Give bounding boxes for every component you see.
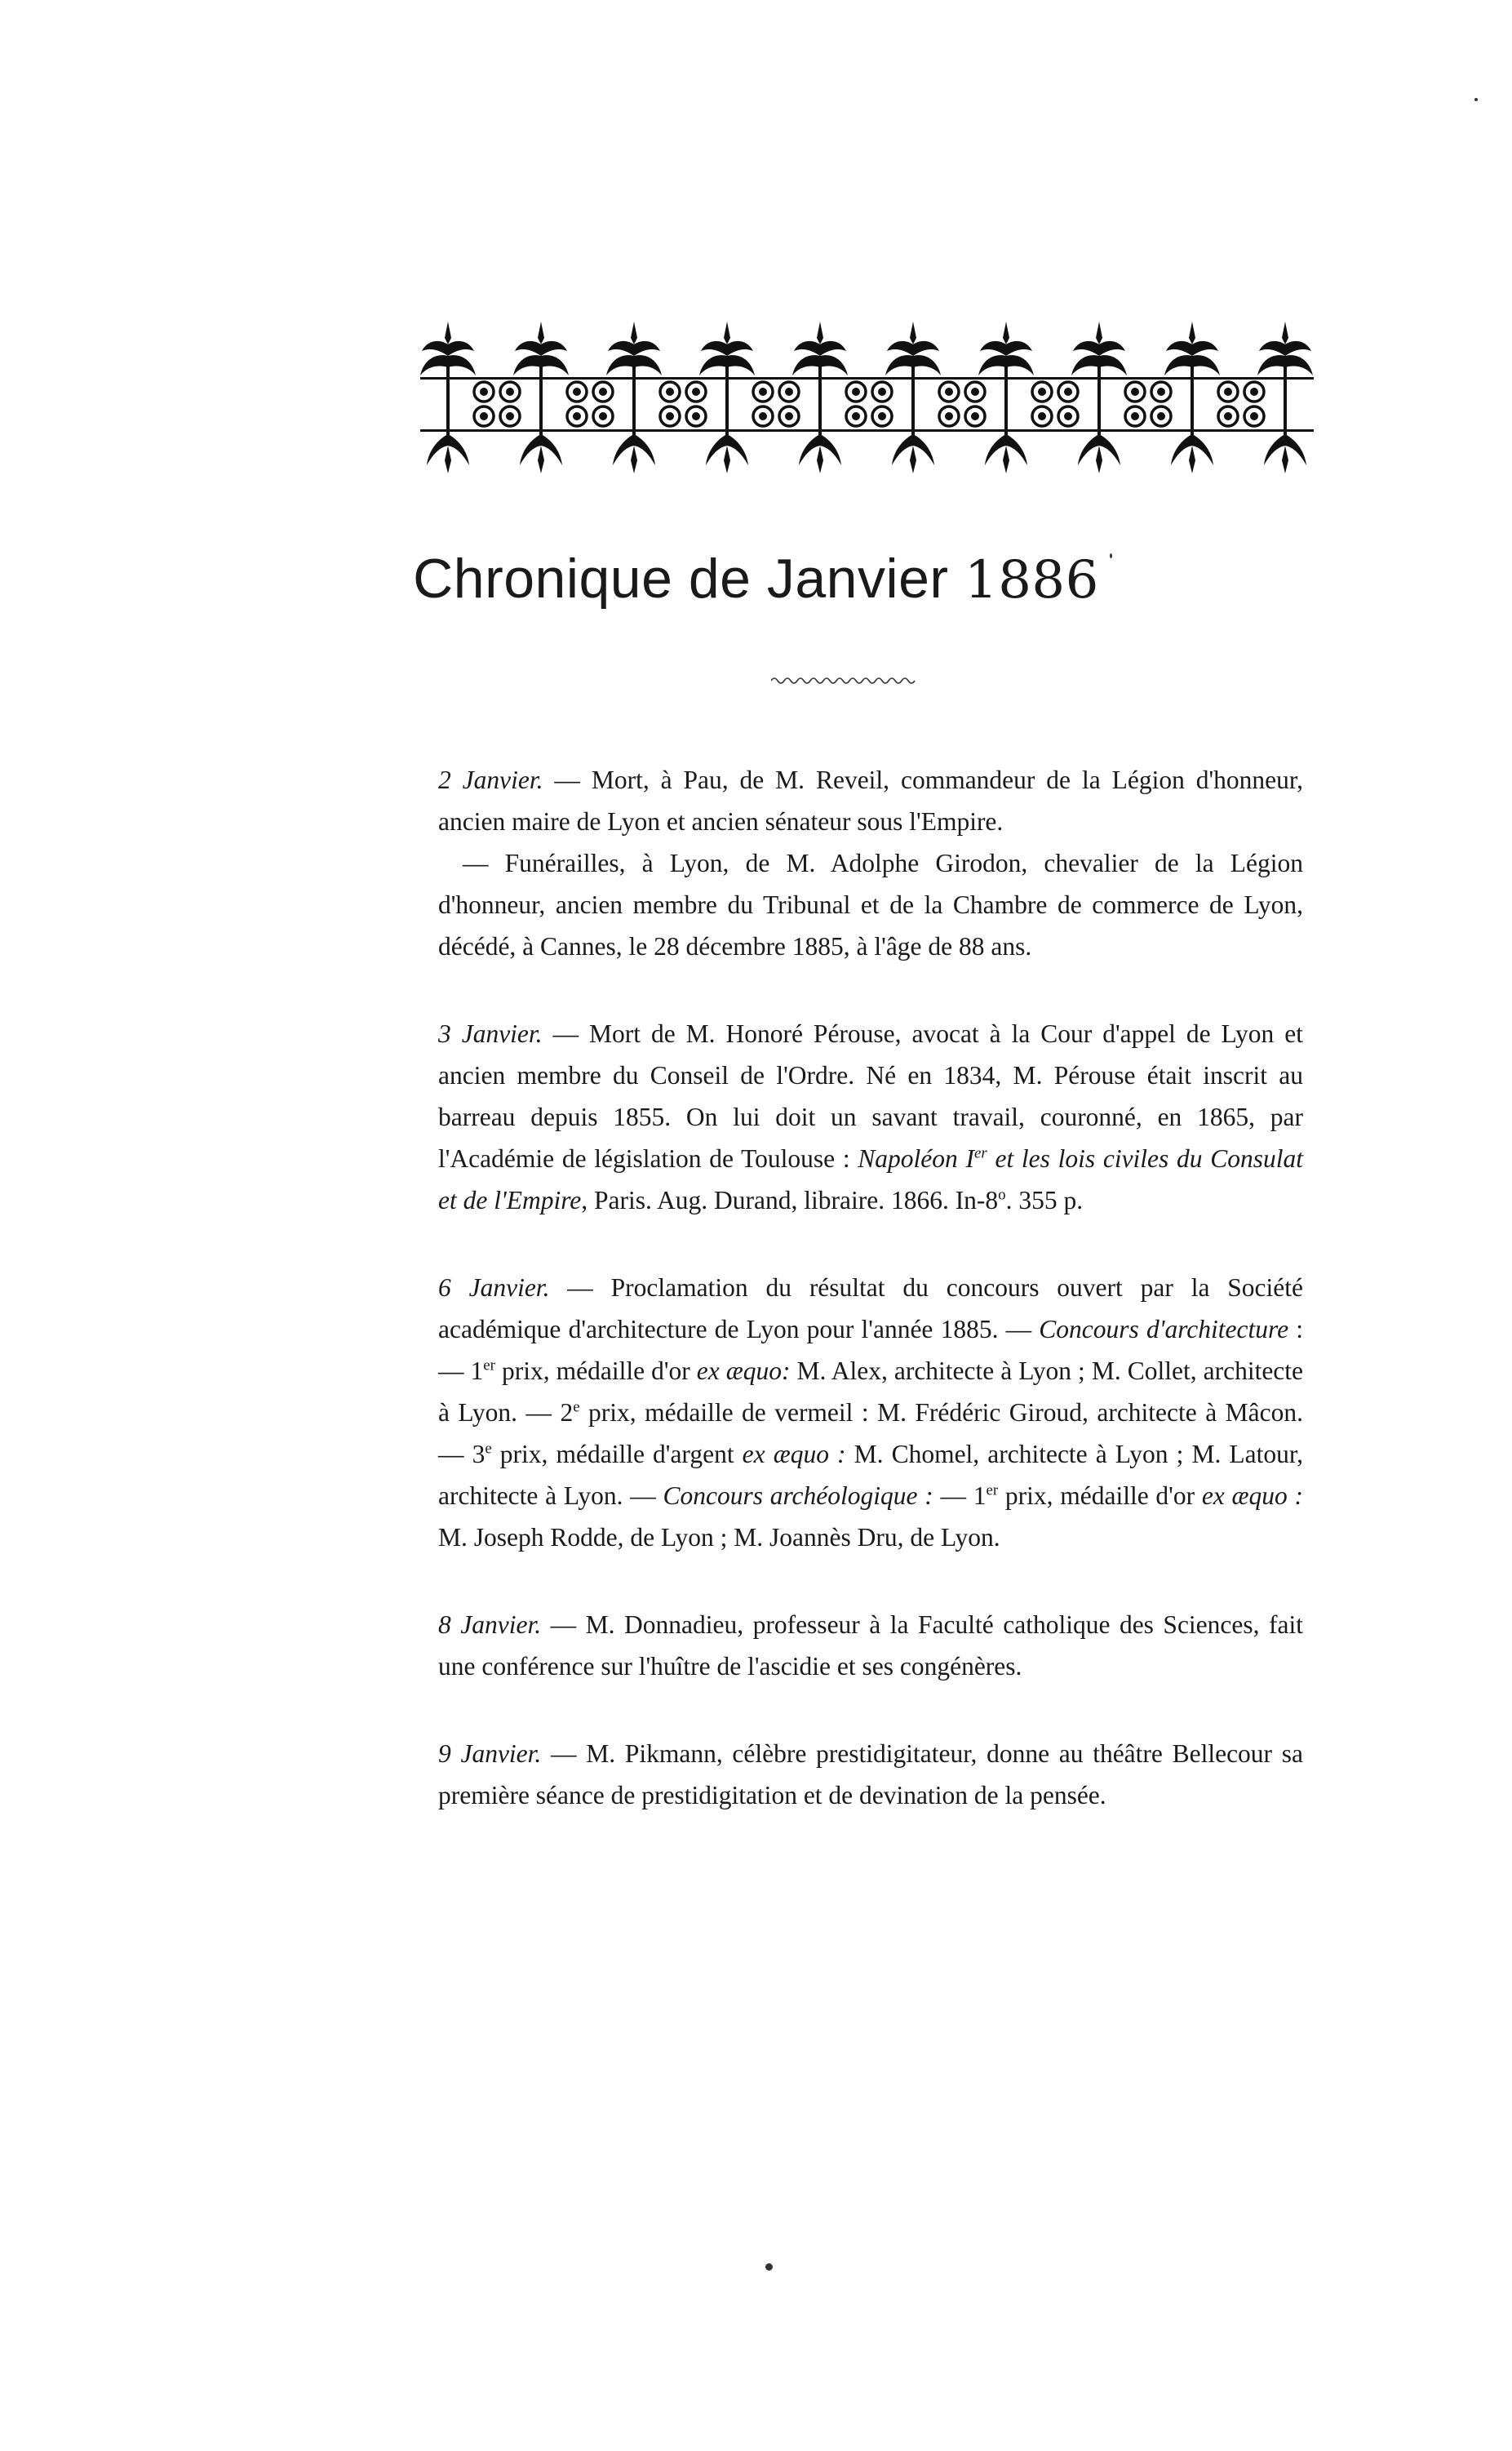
title-underline-ornament [771,674,918,687]
entry-date: 6 Janvier. [438,1273,550,1302]
decorative-ornament-band [420,320,1314,475]
scan-speck [1110,553,1112,558]
scan-speck [1474,98,1478,101]
page-title-text: Chronique de Janvier [413,548,949,610]
entry-text: M. Chomel, architecte à Lyon ; M. Latour, architecte à Lyon. — [438,1440,1303,1510]
superscript: er [483,1356,495,1374]
entry-text: — Mort de M. Honoré Pérouse, avocat à la Cour d'appel de Lyon et ancien membre du Conseil de l'Ordre. Né en 1834, M. Pérouse était inscrit au barreau depuis 1855. On lui doit un savant travail, couronné, en 1865, par l'Académie de législation de Toulouse : [438,1019,1303,1173]
entry-text: prix, médaille d'or [998,1481,1202,1510]
latin-phrase: ex æquo : [742,1440,846,1468]
entry-text: prix, médaille d'or [494,1356,697,1385]
entry-9-janvier [438,1733,1303,1816]
page-title-year: 1886 [964,550,1099,611]
entry-text: , Paris. Aug. Durand, libraire. 1866. In-8 [581,1186,999,1214]
entry-subparagraph: — Funérailles, à Lyon, de M. Adolphe Girodon, chevalier de la Légion d'honneur, ancien membre du Tribunal et de la Chambre de commerce de Lyon, décédé, à Cannes, le 28 décembre 1885, à l'âge de 88 ans. [438,849,1303,961]
entry-paragraph [438,759,1303,842]
page-title [0,548,1512,610]
entry-date: 9 Janvier. [438,1739,542,1768]
entry-text: — 1 [933,1481,987,1510]
section-label: Concours d'architecture [1039,1315,1289,1343]
scan-speck [765,2263,773,2271]
superscript: o [998,1186,1006,1204]
chronicle-body [438,759,1303,1862]
superscript: er [986,1481,999,1499]
entry-paragraph [438,1013,1303,1221]
latin-phrase: ex æquo : [1201,1481,1304,1510]
entry-text: — Mort, à Pau, de M. Reveil, commandeur de la Légion d'honneur, ancien maire de Lyon et ancien sénateur sous l'Empire. [438,766,1303,836]
entry-text: — Proclamation du résultat du concours ouvert par la Société académique d'architecture de Lyon pour l'année 1885. — [438,1273,1304,1343]
entry-text: M. Alex, architecte à Lyon ; M. Collet, architecte à Lyon. — 2 [438,1356,1304,1427]
book-title-part: Napoléon I [858,1144,974,1173]
entry-date: 3 Janvier. [438,1019,543,1048]
entry-3-janvier [438,1013,1303,1221]
entry-date: 8 Janvier. [438,1610,542,1639]
book-title-part: et les lois civiles du Consulat et de l'Empire [438,1144,1303,1214]
superscript: e [485,1440,492,1458]
entry-text: : — 1 [438,1315,1303,1385]
entry-text: prix, médaille d'argent [491,1440,743,1468]
entry-text: prix, médaille de vermeil : M. Frédéric Giroud, architecte à Mâcon. — 3 [438,1398,1303,1468]
entry-text: M. Joseph Rodde, de Lyon ; M. Joannès Dru, de Lyon. [438,1523,1000,1552]
entry-text: — M. Pikmann, célèbre prestidigitateur, donne au théâtre Bellecour sa première séance de prestidigitation et de devination de la pensée. [438,1739,1303,1809]
superscript: e [573,1398,580,1416]
entry-paragraph [438,1733,1303,1816]
entry-8-janvier [438,1604,1303,1687]
entry-paragraph [438,1604,1303,1687]
latin-phrase: ex æquo: [696,1356,791,1385]
entry-paragraph [438,1267,1303,1558]
entry-6-janvier [438,1267,1303,1558]
entry-date: 2 Janvier. [438,766,543,794]
entry-text: — M. Donnadieu, professeur à la Faculté catholique des Sciences, fait une conférence sur l'huître de l'ascidie et ses congénères. [438,1610,1303,1681]
entry-2-janvier [438,759,1303,967]
section-label: Concours archéologique : [663,1481,933,1510]
superscript: er [974,1144,987,1162]
entry-text: . 355 p. [1005,1186,1084,1214]
